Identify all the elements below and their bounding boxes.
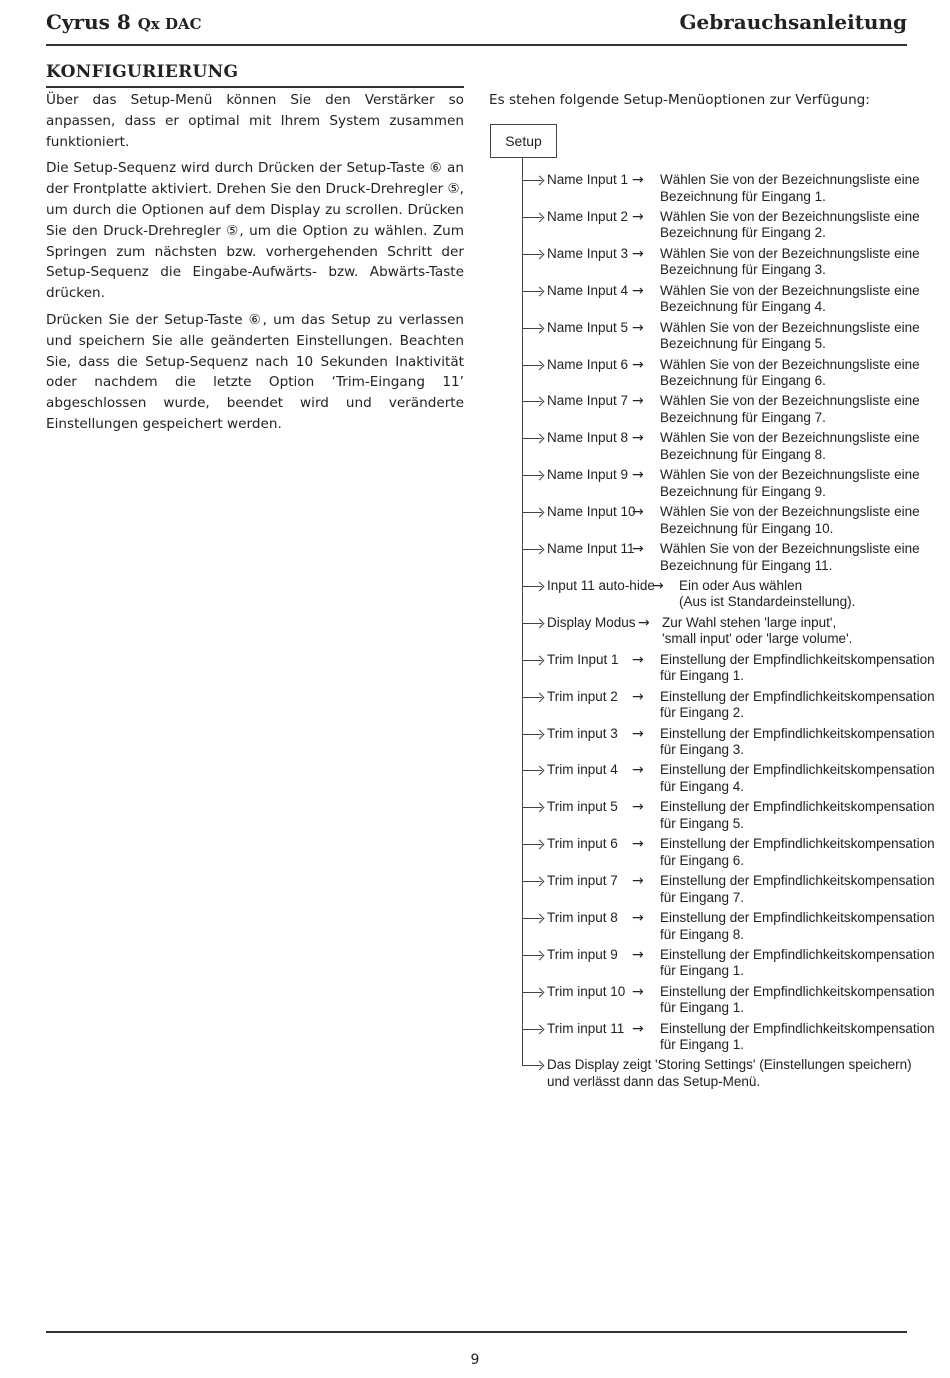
option-label: Name Input 9 [547,467,629,483]
option-label: Name Input 4 [547,282,629,298]
option-label: Trim input 7 [547,873,618,889]
setup-root-box: Setup [490,124,557,158]
arrow-hook-icon [522,575,542,587]
arrow-hook-icon [522,870,542,882]
description-line-1: Wählen Sie von der Bezeichnungsliste eine [660,393,920,409]
option-description [660,1021,935,1054]
description-line-2: für Eingang 8. [660,926,745,942]
setup-option-row [522,571,922,610]
arrow-hook-icon [522,464,542,476]
setup-option-row [522,313,922,352]
description-line-2: 'small input' oder 'large volume'. [662,631,853,647]
setup-option-row [522,497,922,536]
setup-option-row [522,534,922,573]
option-label: Name Input 10 [547,504,636,520]
arrow-hook-icon [522,169,542,181]
description-line-1: Einstellung der Empfindlichkeitskompensation [660,725,935,741]
setup-option-row [522,350,922,386]
description-line-2: für Eingang 1. [660,1037,745,1053]
arrow-hook-icon [522,759,542,771]
product-name [46,10,202,34]
description-line-1: Wählen Sie von der Bezeichnungsliste eine [660,208,920,224]
option-description [662,615,852,648]
arrow-right-icon: → [632,946,644,963]
arrow-right-icon: → [632,245,644,262]
arrow-hook-icon [522,796,542,808]
option-description [660,393,920,426]
product-model: Cyrus 8 [46,10,131,34]
description-line-2: Bezeichnung für Eingang 4. [660,299,826,315]
arrow-hook-icon [522,907,542,919]
paragraph-intro: Über das Setup-Menü können Sie den Verstärker so anpassen, dass er optimal mit Ihrem System zusammen funktioniert. [46,92,464,150]
description-line-1: Einstellung der Empfindlichkeitskompensation [660,1020,935,1036]
setup-option-row [522,866,935,905]
description-line-1: Einstellung der Empfindlichkeitskompensation [660,762,935,778]
setup-option-row [522,940,935,979]
option-label: Name Input 5 [547,319,629,335]
arrow-hook-icon [522,243,542,255]
description-line-1: Wählen Sie von der Bezeichnungsliste eine [660,467,920,483]
final-step-text [547,1057,912,1090]
description-line-1: Einstellung der Empfindlichkeitskompensation [660,651,935,667]
setup-option-row [522,1014,935,1053]
arrow-hook-icon [522,649,542,661]
description-line-2: für Eingang 6. [660,852,745,868]
arrow-right-icon: → [632,651,644,668]
description-line-1: Ein oder Aus wählen [679,577,803,593]
arrow-right-icon: → [632,983,644,1000]
arrow-right-icon: → [632,356,644,373]
description-line-1: Wählen Sie von der Bezeichnungsliste eine [660,172,920,187]
option-description [660,541,920,574]
description-line-2: Bezeichnung für Eingang 7. [660,409,826,425]
arrow-right-icon: → [652,577,664,594]
arrow-hook-icon [522,944,542,956]
description-line-2: Bezeichnung für Eingang 8. [660,446,826,462]
description-line-1: Einstellung der Empfindlichkeitskompensation [660,946,935,962]
option-label: Input 11 auto-hide [547,577,655,593]
option-label: Name Input 8 [547,430,629,446]
description-line-1: Einstellung der Empfindlichkeitskompensation [660,910,935,925]
option-description [660,504,920,537]
option-description [660,430,920,463]
setup-option-row [522,608,922,647]
option-label: Trim input 8 [547,910,618,925]
arrow-hook-icon [522,686,542,698]
description-line-1: Einstellung der Empfindlichkeitskompensation [660,799,935,815]
option-label: Trim Input 1 [547,651,619,667]
option-label: Trim input 3 [547,725,618,741]
body-text [46,90,464,441]
paragraph-sequence: Die Setup-Sequenz wird durch Drücken der Setup-Taste ⑥ an der Frontplatte aktiviert. Drehen Sie den Druck-Drehregler ⑤, um durch die Optionen auf dem Display zu scrollen. Drücken Sie den Druck-Drehregler ⑤, um die Option zu wählen. Zum Springen zum nächsten bzw. vorhergehenden Schritt der Setup-Sequenz die Eingabe-Aufwärts- bzw. Abwärts-Taste drücken. [46,160,464,302]
option-label: Trim input 2 [547,688,618,704]
setup-option-row [522,460,922,499]
description-line-2: Bezeichnung für Eingang 1. [660,188,826,204]
description-line-1: Einstellung der Empfindlichkeitskompensation [660,836,935,852]
final-line-2: und verlässt dann das Setup-Menü. [547,1073,761,1089]
arrow-hook-icon [522,206,542,218]
option-description [660,283,920,316]
option-label: Name Input 7 [547,393,629,409]
option-description [660,320,920,353]
arrow-right-icon: → [632,172,644,188]
option-description [660,689,935,722]
description-line-2: (Aus ist Standardeinstellung). [679,594,856,610]
description-line-2: für Eingang 2. [660,705,745,721]
description-line-2: Bezeichnung für Eingang 2. [660,225,826,241]
setup-option-row [522,165,922,204]
description-line-1: Einstellung der Empfindlichkeitskompensation [660,983,935,999]
option-description [660,762,935,795]
arrow-hook-icon [522,427,542,439]
final-line-1: Das Display zeigt 'Storing Settings' (Einstellungen speichern) [547,1057,912,1072]
option-description [660,984,935,1017]
option-description [660,467,920,500]
arrow-right-icon: → [632,688,644,705]
arrow-right-icon: → [632,762,644,779]
option-label: Trim input 10 [547,983,626,999]
arrow-right-icon: → [632,504,644,521]
setup-option-row [522,202,922,241]
option-description [660,652,935,685]
arrow-hook-icon [522,612,542,624]
arrow-hook-icon [522,280,542,292]
arrow-right-icon: → [632,319,644,336]
option-label: Trim input 11 [547,1020,625,1036]
option-label: Trim input 5 [547,799,618,815]
arrow-hook-icon [522,1050,542,1066]
description-line-2: Bezeichnung für Eingang 10. [660,520,834,536]
option-description [660,799,935,832]
description-line-1: Einstellung der Empfindlichkeitskompensation [660,688,935,704]
arrow-right-icon: → [632,1020,644,1037]
option-label: Display Modus [547,614,636,630]
arrow-hook-icon [522,981,542,993]
setup-option-row [522,792,935,831]
option-description [660,726,935,759]
arrow-hook-icon [522,1018,542,1030]
description-line-2: für Eingang 1. [660,668,745,684]
option-description [660,873,935,906]
setup-option-row [522,239,922,278]
option-label: Name Input 11 [547,541,635,556]
arrow-hook-icon [522,723,542,735]
arrow-hook-icon [522,390,542,402]
arrow-hook-icon [522,538,542,550]
description-line-1: Wählen Sie von der Bezeichnungsliste eine [660,282,920,298]
arrow-right-icon: → [638,614,650,631]
diagram-intro: Es stehen folgende Setup-Menüoptionen zur Verfügung: [489,92,870,108]
setup-option-row [522,645,935,684]
option-label: Name Input 6 [547,356,629,372]
description-line-1: Einstellung der Empfindlichkeitskompensation [660,873,935,889]
setup-option-row [522,386,922,425]
option-description [679,578,855,611]
setup-option-row [522,755,935,794]
option-description [660,910,935,943]
arrow-right-icon: → [632,467,644,484]
option-description [660,947,935,980]
option-description [660,209,920,242]
setup-option-row [522,682,935,721]
setup-option-row [522,276,922,315]
final-step [522,1050,922,1092]
arrow-right-icon: → [632,282,644,299]
description-line-2: für Eingang 4. [660,778,745,794]
setup-option-row [522,977,935,1016]
arrow-right-icon: → [632,873,644,890]
description-line-1: Wählen Sie von der Bezeichnungsliste eine [660,245,920,261]
arrow-hook-icon [522,317,542,329]
description-line-1: Wählen Sie von der Bezeichnungsliste eine [660,541,920,556]
setup-option-row [522,829,935,868]
option-label: Trim input 6 [547,836,618,852]
arrow-right-icon: → [632,725,644,742]
description-line-2: für Eingang 3. [660,742,745,757]
manual-title: Gebrauchsanleitung [679,10,907,34]
option-description [660,836,935,869]
option-label: Name Input 2 [547,208,629,224]
arrow-right-icon: → [632,208,644,225]
arrow-right-icon: → [632,393,644,410]
description-line-1: Wählen Sie von der Bezeichnungsliste eine [660,356,920,372]
option-description [660,246,920,279]
description-line-2: Bezeichnung für Eingang 5. [660,336,826,352]
description-line-1: Wählen Sie von der Bezeichnungsliste eine [660,319,920,335]
description-line-2: Bezeichnung für Eingang 11. [660,557,833,573]
description-line-2: für Eingang 1. [660,1000,745,1016]
description-line-2: Bezeichnung für Eingang 9. [660,483,826,499]
arrow-right-icon: → [632,836,644,853]
arrow-right-icon: → [632,910,644,926]
footer-rule [46,1331,907,1333]
description-line-2: Bezeichnung für Eingang 6. [660,373,826,388]
description-line-1: Zur Wahl stehen 'large input', [662,614,837,630]
option-description [660,172,920,205]
page-number: 9 [470,1352,480,1368]
section-title: KONFIGURIERUNG [46,62,464,88]
arrow-hook-icon [522,501,542,513]
option-label: Name Input 3 [547,245,629,261]
description-line-1: Wählen Sie von der Bezeichnungsliste eine [660,504,920,520]
description-line-2: für Eingang 7. [660,889,745,905]
option-label: Trim input 9 [547,946,618,962]
setup-option-row [522,423,922,462]
description-line-2: Bezeichnung für Eingang 3. [660,262,826,278]
arrow-right-icon: → [632,430,644,447]
option-label: Trim input 4 [547,762,618,778]
description-line-2: für Eingang 1. [660,963,745,979]
description-line-1: Wählen Sie von der Bezeichnungsliste eine [660,430,920,446]
paragraph-exit: Drücken Sie der Setup-Taste ⑥, um das Setup zu verlassen und speichern Sie alle geänderten Einstellungen. Beachten Sie, dass die Setup-Sequenz nach 10 Sekunden Inaktivität oder nachdem die letzte Option ‘Trim-Eingang 11’ abgeschlossen wurde, beendet wird und veränderte Einstellungen gespeichert werden. [46,311,464,432]
option-description [660,357,920,390]
arrow-right-icon: → [632,799,644,816]
page-header [46,8,907,46]
setup-option-row [522,719,935,757]
option-label: Name Input 1 [547,172,629,187]
product-variant: Qx DAC [137,15,202,33]
arrow-hook-icon [522,833,542,845]
arrow-right-icon: → [632,541,644,557]
arrow-hook-icon [522,354,542,366]
description-line-2: für Eingang 5. [660,815,745,831]
setup-option-row [522,903,935,942]
